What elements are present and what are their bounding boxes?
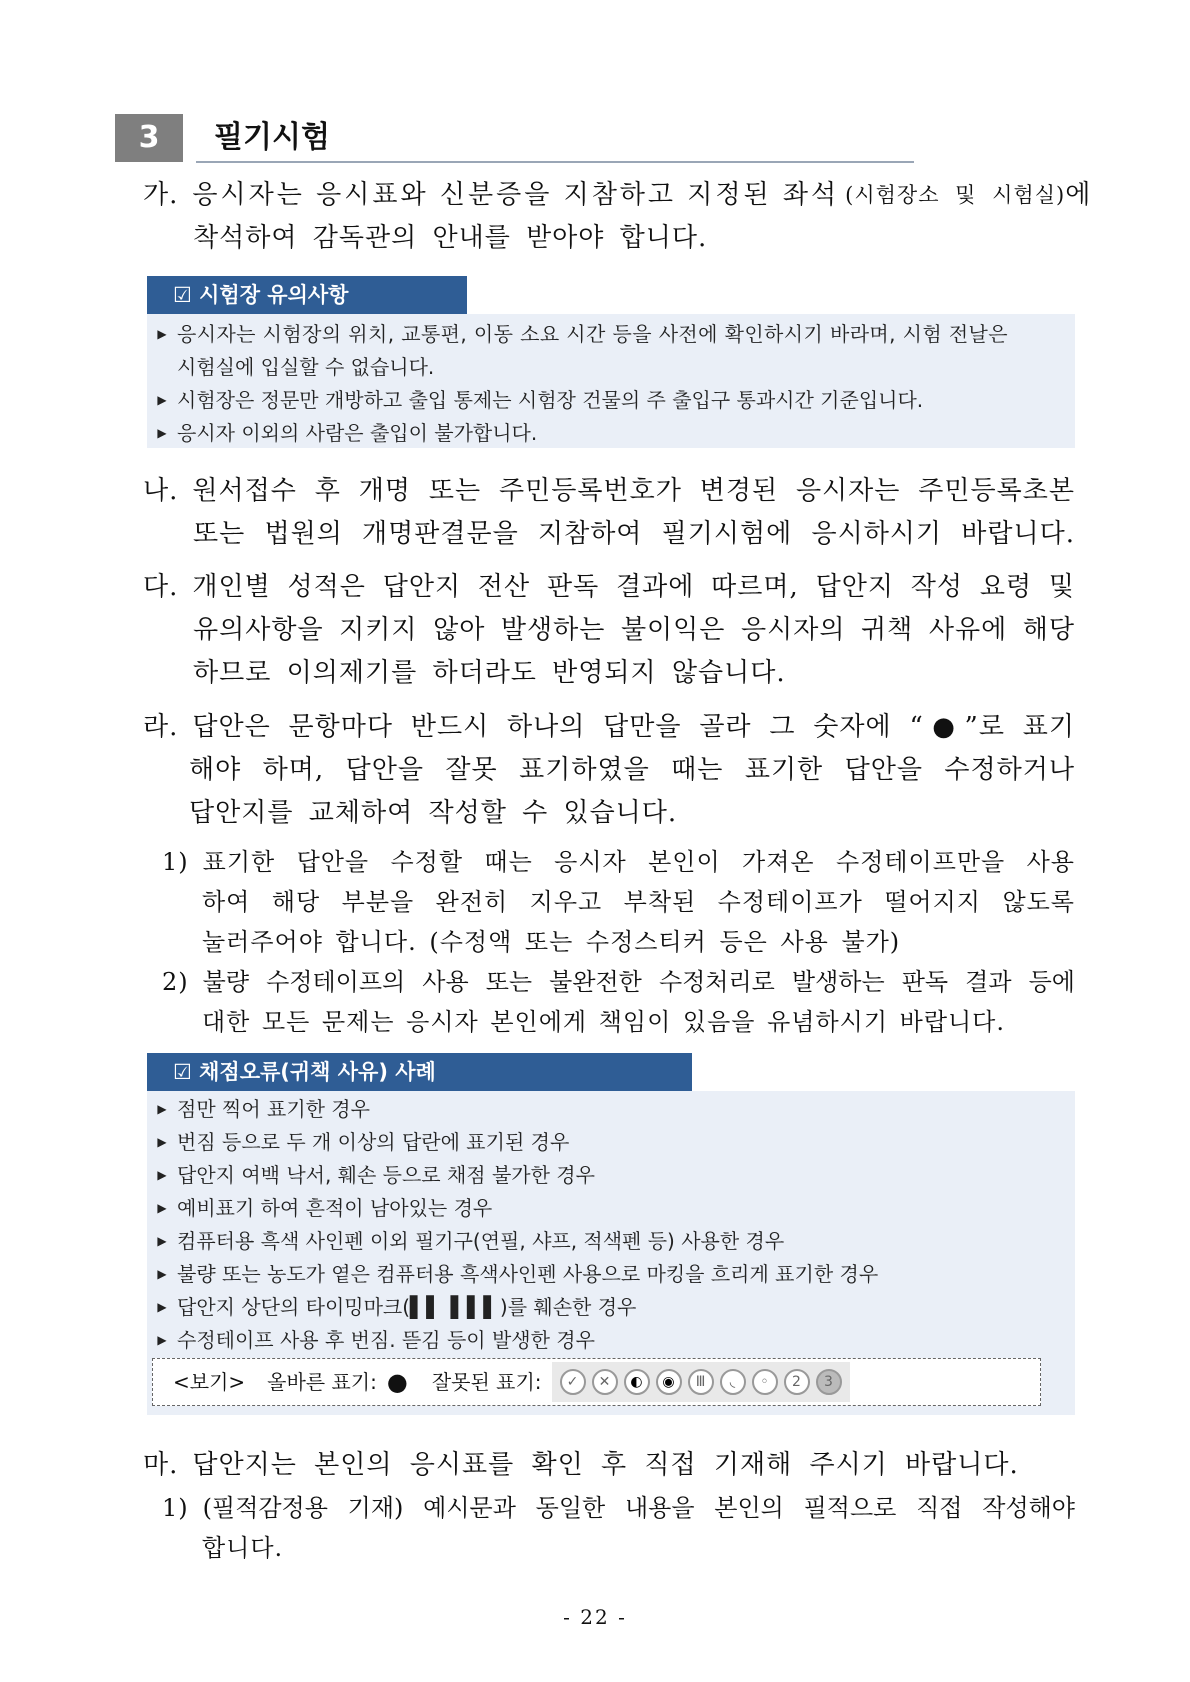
- wrong-label: 잘못된 표기:: [431, 1370, 542, 1394]
- bullet-icon: ▶: [157, 1234, 167, 1248]
- bullet-icon: ▶: [157, 1168, 167, 1182]
- example-label: <보기>: [173, 1370, 246, 1394]
- subitem-text: 합니다.: [202, 1534, 284, 1562]
- partial-circle-icon: ◟: [720, 1369, 746, 1395]
- list-item: ▶ 응시자 이외의 사람은 출입이 불가합니다.: [147, 417, 1075, 450]
- paragraph-text: 응시자는 응시표와 신분증을 지참하고 지정된 좌석: [192, 180, 840, 210]
- subitem-marker: 1): [162, 1494, 189, 1522]
- list-item: ▶ 컴퓨터용 흑색 사인펜 이외 필기구(연필, 샤프, 적색펜 등) 사용한 경우: [147, 1225, 1075, 1258]
- small-dot-circle-icon: ◦: [752, 1369, 778, 1395]
- bullet-icon: ▶: [157, 1135, 167, 1149]
- list-item: ▶ 응시자는 시험장의 위치, 교통편, 이동 소요 시간 등을 사전에 확인하시기 바라며, 시험 전날은: [147, 318, 1075, 351]
- bullet-icon: ▶: [157, 327, 167, 341]
- bullet-icon: ▶: [157, 1333, 167, 1347]
- subitem-text: 표기한 답안을 수정할 때는 응시자 본인이 가져온 수정테이프만을 사용: [202, 848, 1075, 876]
- notice-box: [147, 314, 1075, 448]
- notice-title: ☑ 시험장 유의사항: [147, 276, 467, 314]
- section-divider: [196, 161, 914, 163]
- paragraph-text: 하므로 이의제기를 하더라도 반영되지 않습니다.: [193, 658, 786, 688]
- paragraph-text: 유의사항을 지키지 않아 발생하는 불이익은 응시자의 귀책 사유에 해당: [193, 615, 1075, 645]
- paragraph-text: 착석하여 감독관의 안내를 받아야 합니다.: [193, 223, 708, 253]
- subitem-marker: 1): [162, 848, 189, 876]
- page-number: - 22 -: [563, 1605, 627, 1629]
- paragraph-marker: 나.: [143, 476, 179, 506]
- subitem-ra-1: [162, 842, 1075, 962]
- striped-circle-icon: Ⅲ: [688, 1369, 714, 1395]
- bullet-icon: ▶: [157, 1300, 167, 1314]
- subitem-text: 불량 수정테이프의 사용 또는 불완전한 수정처리로 발생하는 판독 결과 등에: [202, 968, 1075, 996]
- section-number: 3: [115, 114, 183, 162]
- subitem-text: 눌러주어야 합니다. (수정액 또는 수정스티커 등은 사용 불가): [202, 928, 901, 956]
- timing-mark-icon: ▌▌ ▌▌▌: [410, 1295, 500, 1319]
- paragraph-text: 에: [1065, 180, 1092, 210]
- list-item: ▶ 불량 또는 농도가 옅은 컴퓨터용 흑색사인펜 사용으로 마킹을 흐리게 표기한 경우: [147, 1258, 1075, 1291]
- filled-circle-icon: ●: [386, 1368, 408, 1396]
- subitem-text: (필적감정용 기재) 예시문과 동일한 내용을 본인의 필적으로 직접 작성해야: [202, 1494, 1075, 1522]
- paragraph-marker: 가.: [143, 180, 179, 210]
- bullet-icon: ▶: [157, 1201, 167, 1215]
- half-filled-circle-icon: ◐: [624, 1369, 650, 1395]
- list-item: ▶ 시험장은 정문만 개방하고 출입 통제는 시험장 건물의 주 출입구 통과시간 기준입니다.: [147, 384, 1075, 417]
- paragraph-ra: [143, 706, 1075, 835]
- list-item: ▶ 답안지 여백 낙서, 훼손 등으로 채점 불가한 경우: [147, 1159, 1075, 1192]
- paragraph-da: [143, 566, 1075, 695]
- list-item: ▶ 답안지 상단의 타이밍마크(▌▌ ▌▌▌)를 훼손한 경우: [147, 1291, 1075, 1324]
- paragraph-text: 답안은 문항마다 반드시 하나의 답만을 골라 그 숫자에 “●”로 표기: [192, 712, 1075, 742]
- subitem-ra-2: [162, 962, 1075, 1042]
- subitem-ma-1: [162, 1488, 1075, 1568]
- list-item: ▶ 번짐 등으로 두 개 이상의 답란에 표기된 경우: [147, 1126, 1075, 1159]
- x-mark-icon: ✕: [592, 1369, 618, 1395]
- numbered-circle-icon: 2: [784, 1369, 810, 1395]
- list-item-continuation: 시험실에 입실할 수 없습니다.: [177, 355, 435, 379]
- list-item: ▶ 점만 찍어 표기한 경우: [147, 1093, 1075, 1126]
- subitem-text: 대한 모든 문제는 응시자 본인에게 책임이 있음을 유념하시기 바랍니다.: [202, 1008, 1005, 1036]
- paragraph-text: 해야 하며, 답안을 잘못 표기하였을 때는 표기한 답안을 수정하거나: [189, 755, 1075, 785]
- shaded-number-circle-icon: 3: [816, 1369, 842, 1395]
- section-title: 필기시험: [214, 120, 330, 155]
- notice-title: ☑ 채점오류(귀책 사유) 사례: [147, 1053, 692, 1091]
- bullet-icon: ▶: [157, 426, 167, 440]
- check-mark-icon: ✓: [560, 1369, 586, 1395]
- paragraph-text: 원서접수 후 개명 또는 주민등록번호가 변경된 응시자는 주민등록초본: [192, 476, 1075, 506]
- bullet-icon: ▶: [157, 1102, 167, 1116]
- paragraph-text: 답안지를 교체하여 작성할 수 있습니다.: [189, 798, 678, 828]
- paragraph-na: [143, 470, 1075, 556]
- correct-label: 올바른 표기:: [267, 1370, 377, 1394]
- paragraph-text: 답안지는 본인의 응시표를 확인 후 직접 기재해 주시기 바랍니다.: [192, 1450, 1019, 1480]
- wrong-marks: [552, 1362, 850, 1402]
- paragraph-marker: 라.: [143, 712, 179, 742]
- list-item: ▶ 예비표기 하여 흔적이 남아있는 경우: [147, 1192, 1075, 1225]
- paragraph-ma: [143, 1444, 1075, 1487]
- bullet-icon: ▶: [157, 393, 167, 407]
- subitem-marker: 2): [162, 968, 189, 996]
- bullet-icon: ▶: [157, 1267, 167, 1281]
- paragraph-text: 개인별 성적은 답안지 전산 판독 결과에 따르며, 답안지 작성 요령 및: [192, 572, 1075, 602]
- paragraph-marker: 다.: [143, 572, 179, 602]
- subitem-text: 하여 해당 부분을 완전히 지우고 부착된 수정테이프가 떨어지지 않도록: [202, 888, 1075, 916]
- marking-example: [152, 1358, 1041, 1406]
- dot-circle-icon: ◉: [656, 1369, 682, 1395]
- paragraph-text: 또는 법원의 개명판결문을 지참하여 필기시험에 응시하시기 바랍니다.: [193, 519, 1075, 549]
- list-item: ▶ 수정테이프 사용 후 번짐. 뜯김 등이 발생한 경우: [147, 1324, 1075, 1357]
- paragraph-marker: 마.: [143, 1450, 179, 1480]
- paragraph-small-text: (시험장소 및 시험실): [845, 183, 1066, 207]
- paragraph-ga: [143, 174, 1092, 260]
